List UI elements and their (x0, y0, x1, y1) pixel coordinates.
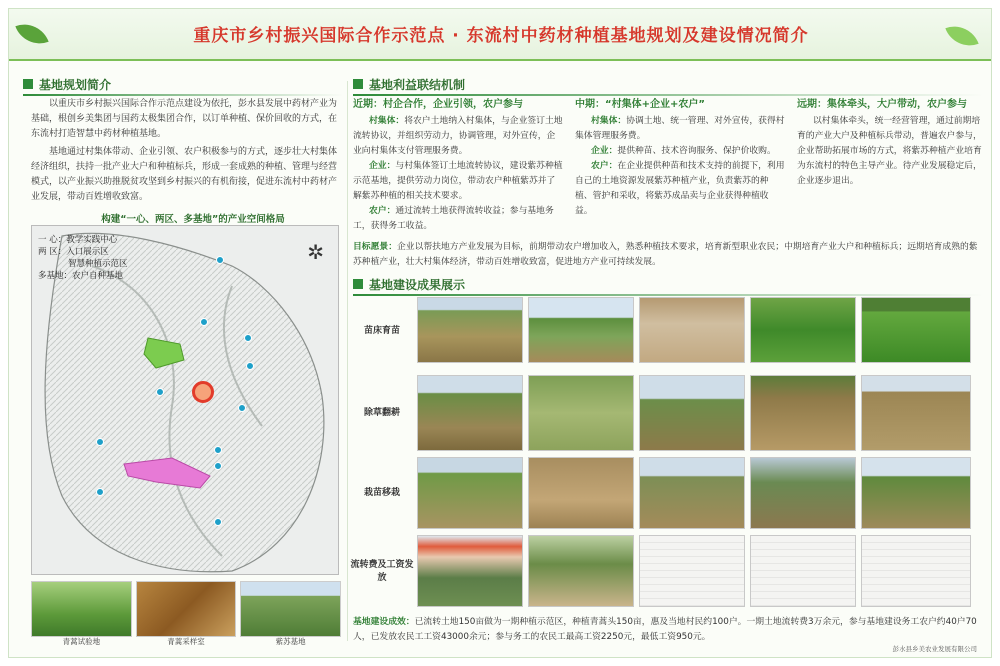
map-marker (156, 388, 164, 396)
footer-credit: 彭水县乡美农业发展有限公司 (892, 645, 977, 653)
map-marker (214, 462, 222, 470)
row-label-weeding: 除草翻耕 (363, 408, 400, 418)
square-bullet-icon (353, 79, 363, 89)
row-label-payment: 流转费及工资发放 (350, 560, 414, 583)
compass-icon: ✲ (307, 240, 324, 264)
role-text: 将农户土地纳入村集体，与企业签订土地流转协议，并组织劳动力，协调管理，对外宣传，企业向村集体支付管理服务费。 (353, 116, 563, 156)
plan-paragraph-1: 以重庆市乡村振兴国际合作示范点建设为依托，彭水县发展中药材产业为基础，根创乡美集团与国药太极集团合作，以订单种植、保价回收的方式，在东流村打造智慧中药材种植基地。 (31, 99, 338, 139)
field-photo (861, 297, 971, 363)
section-header-plan (23, 75, 343, 93)
map-marker (216, 256, 224, 264)
map-marker (244, 334, 252, 342)
square-bullet-icon (353, 279, 363, 289)
legend-item: 智慧种植示范区 (68, 259, 128, 269)
row-label-seedbed: 苗床育苗 (363, 326, 400, 336)
summary-label: 基地建设成效： (353, 617, 415, 627)
field-photo (417, 457, 523, 529)
thumbnail-photo (240, 581, 341, 646)
phase-text: 以村集体牵头，统一经营管理，通过前期培育的产业大户及种植标兵带动，普遍农户参与，企业帮助拓展市场的方式，将紫苏种植产业培育为东流村的特色主导产业。待产业发展稳定后，企业逐步退出。 (797, 116, 982, 186)
thumbnail-photo (136, 581, 237, 646)
map-caption: 构建“一心、两区、多基地”的产业空间格局 (101, 214, 285, 225)
field-photo (417, 375, 523, 451)
goal-vision (353, 240, 983, 270)
section-title: 基地规划简介 (39, 77, 112, 92)
role-text: 提供种苗、技术咨询服务、保护价收购。 (617, 146, 776, 156)
page-title: 重庆市乡村振兴国际合作示范点 · 东流村中药材种植基地规划及建设情况简介 (193, 26, 809, 46)
thumbnail-strip (31, 581, 341, 646)
event-photo (417, 535, 523, 607)
goal-text: 企业以帮扶地方产业发展为目标，前期带动农户增加收入，熟悉种植技术要求，培育新型职业农民；中期培育产业大户和种植标兵；远期培育成熟的紫苏种植产业，壮大村集体经济，带动百姓增收致富，促进地方产业可持续发展。 (353, 242, 978, 267)
map-marker (238, 404, 246, 412)
thumbnail-photo (31, 581, 132, 646)
section-header-results (353, 275, 983, 293)
document-photo (861, 535, 971, 607)
phase-far (797, 97, 983, 189)
spatial-layout-map (31, 225, 339, 575)
map-legend (38, 234, 128, 282)
field-photo (750, 297, 856, 363)
section-title: 基地建设成果展示 (369, 277, 466, 292)
field-photo (750, 457, 856, 529)
map-marker (214, 518, 222, 526)
thumbnail-caption: 青蒿采样室 (167, 637, 205, 646)
role-text: 协调土地、统一管理、对外宣传，获得村集体管理服务费。 (575, 116, 785, 141)
field-photo (528, 297, 634, 363)
event-photo (528, 535, 634, 607)
role-text: 在企业提供种苗和技术支持的前提下，利用自己的土地资源发展紫苏种植产业，负责紫苏的种植、管护和采收，将紫苏成品卖与企业获得种植收益。 (575, 161, 785, 216)
square-bullet-icon (23, 79, 33, 89)
role-text: 通过流转土地获得流转收益；参与基地务工，获得务工收益。 (353, 206, 554, 231)
legend-item: 两 区：入口展示区 (38, 247, 109, 257)
role-label: 村集体： (369, 116, 405, 126)
legend-item: 一 心：教学实践中心 (38, 235, 118, 245)
field-photo (639, 457, 745, 529)
field-photo (528, 375, 634, 451)
row-label-transplant: 栽苗移栽 (363, 488, 400, 498)
phase-heading: 远期：集体牵头，大户带动，农户参与 (797, 99, 967, 110)
phase-heading: 中期：“村集体+企业+农户” (575, 99, 705, 110)
role-label: 农户： (369, 206, 396, 216)
field-photo (861, 457, 971, 529)
map-marker (200, 318, 208, 326)
thumbnail-caption: 青蒿试验地 (62, 637, 101, 646)
title-banner (9, 9, 992, 61)
teaching-center-marker (192, 381, 214, 403)
document-photo (639, 535, 745, 607)
summary-text: 已流转土地150亩做为一期种植示范区，种植青蒿头150亩，惠及当地村民约100户。一期土地流转费3万余元，参与基地建设务工农户约40户70人，已发放农民工工资43000余元；参与务工的农民工最高工资2250元，最低工资950元。 (353, 617, 977, 642)
section-header-mechanism (353, 75, 983, 93)
plan-paragraph-2: 基地通过村集体带动、企业引领、农户积极参与的方式，逐步壮大村集体经济组织，扶持一批产业大户和种植标兵，形成一套成熟的种植、管理与经营模式，以产业振兴助推脱贫攻坚到乡村振兴的有机衔接，促进东流村中药材产业发展，带动百姓增收致富。 (31, 147, 338, 202)
role-label: 企业： (369, 161, 396, 171)
map-marker (96, 438, 104, 446)
document-photo (750, 535, 856, 607)
poster (8, 8, 992, 658)
field-photo (861, 375, 971, 451)
construction-results-summary (353, 615, 983, 645)
role-label: 农户： (591, 161, 618, 171)
field-photo (639, 297, 745, 363)
thumbnail-caption: 紫苏基地 (275, 637, 306, 646)
phase-heading: 近期：村企合作，企业引领，农户参与 (353, 99, 523, 110)
role-label: 企业： (591, 146, 618, 156)
field-photo (528, 457, 634, 529)
phase-near (353, 97, 563, 234)
map-marker (214, 446, 222, 454)
map-marker (96, 488, 104, 496)
field-photo (417, 297, 523, 363)
phase-mid (575, 97, 785, 219)
goal-label: 目标愿景： (353, 242, 397, 252)
section-title: 基地利益联结机制 (369, 77, 466, 92)
role-label: 村集体： (591, 116, 627, 126)
field-photo (639, 375, 745, 451)
legend-item: 多基地：农户自种基地 (38, 271, 124, 281)
field-photo (750, 375, 856, 451)
map-marker (246, 362, 254, 370)
role-text: 与村集体签订土地流转协议，建设紫苏种植示范基地，提供劳动力岗位，带动农户种植紫苏并了解紫苏种植的相关技术要求。 (353, 161, 563, 201)
